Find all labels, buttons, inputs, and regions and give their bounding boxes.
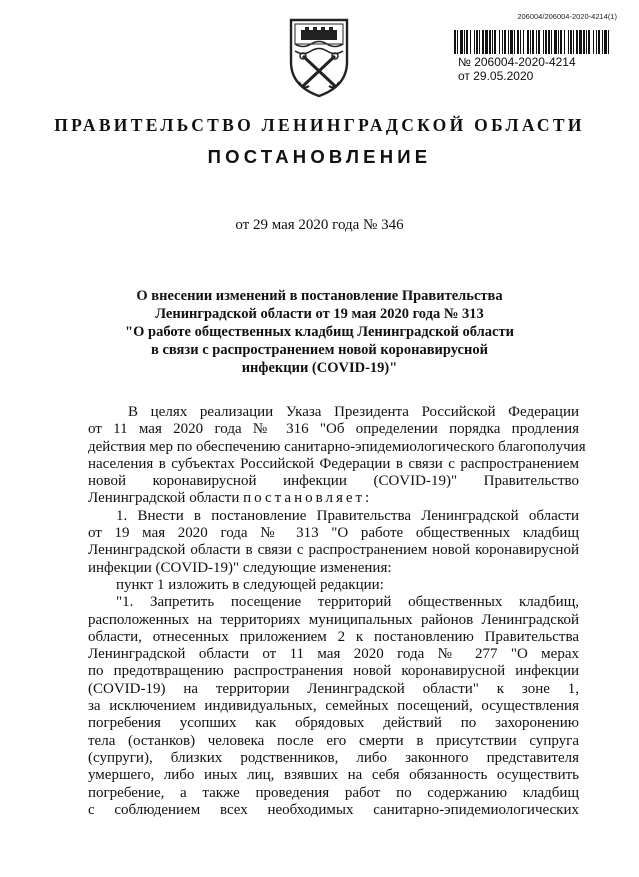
barcode-bar <box>596 30 597 54</box>
barcode-bar <box>460 30 463 54</box>
body-line: В целях реализации Указа Президента Российской Федерации <box>128 404 579 420</box>
barcode-bar <box>482 30 484 54</box>
body-line: погребение, а также проведения работ по содержанию кладбищ <box>88 784 579 801</box>
barcode-bar <box>558 30 559 54</box>
barcode-bar <box>593 30 594 54</box>
barcode-bar <box>583 30 585 54</box>
barcode-bar <box>464 30 465 54</box>
barcode-bar <box>570 30 572 54</box>
body-line-part: Ленинградской области <box>88 490 240 507</box>
barcode-bar <box>548 30 550 54</box>
body-line: инфекции (COVID-19)" следующие изменения: <box>88 559 392 576</box>
barcode-bar <box>510 30 513 54</box>
postanovlyaet-word: постановляет: <box>243 490 373 507</box>
title-line: О внесении изменений в постановление Правительства <box>136 288 503 304</box>
barcode-bar <box>608 30 609 54</box>
barcode-bar <box>579 30 582 54</box>
title-line: "О работе общественных кладбищ Ленинградской области <box>125 324 514 340</box>
body-line: от 11 мая 2020 года № 316 "Об определении порядка продления <box>88 421 579 438</box>
barcode-bar <box>564 30 565 54</box>
barcode-bar <box>454 30 456 54</box>
body-line: новой коронавирусной инфекции (COVID-19)" Правительство <box>88 473 579 490</box>
registration-date: от 29.05.2020 <box>458 69 534 83</box>
document-date-number: от 29 мая 2020 года № 346 <box>235 217 404 233</box>
barcode-bar <box>502 30 503 54</box>
barcode-bar <box>523 30 524 54</box>
barcode-bar <box>551 30 552 54</box>
barcode-bar <box>494 30 496 54</box>
body-line: тела (останков) человека после его смерти в присутствии супруга <box>88 732 579 749</box>
barcode-bar <box>474 30 475 54</box>
document-title <box>0 287 639 377</box>
body-line: с соблюдением всех необходимых санитарно-эпидемиологических <box>88 801 579 818</box>
body-line <box>88 490 579 507</box>
barcode-bar <box>504 30 506 54</box>
barcode-bar <box>554 30 557 54</box>
barcode-bar <box>517 30 519 54</box>
barcode-bar <box>532 30 534 54</box>
title-line: Ленинградской области от 19 мая 2020 года № 313 <box>155 306 484 322</box>
barcode-bar <box>604 30 607 54</box>
barcode-bar <box>543 30 544 54</box>
body-line: за исключением индивидуальных, семейных посещений, осуществления <box>88 698 579 715</box>
body-line: (супруги), близких родственников, либо законного представителя <box>88 749 579 766</box>
body-line: "1. Запретить посещение территорий общественных кладбищ, <box>116 594 579 611</box>
barcode-bar <box>545 30 547 54</box>
title-line: инфекции (COVID-19)" <box>241 360 398 376</box>
barcode-bar <box>586 30 587 54</box>
barcode-bar <box>457 30 458 54</box>
title-line: в связи с распространением новой коронавирусной <box>151 342 488 358</box>
barcode-bar <box>520 30 521 54</box>
body-line: от 19 мая 2020 года № 313 "О работе общественных кладбищ <box>88 525 579 542</box>
barcode-bar <box>508 30 509 54</box>
barcode-bar <box>602 30 603 54</box>
barcode-bar <box>485 30 488 54</box>
barcode-bar <box>588 30 590 54</box>
barcode-bar <box>492 30 493 54</box>
barcode-bar <box>538 30 540 54</box>
government-name: ПРАВИТЕЛЬСТВО ЛЕНИНГРАДСКОЙ ОБЛАСТИ <box>54 115 585 135</box>
body-line: действия мер по обеспечению санитарно-эпидемиологического благополучия <box>88 438 586 455</box>
barcode-bar <box>527 30 529 54</box>
barcode-bar <box>568 30 569 54</box>
body-line: 1. Внести в постановление Правительства Ленинградской области <box>116 507 579 524</box>
barcode-bar <box>470 30 471 54</box>
body-line: по предотвращению распространения новой коронавирусной инфекции <box>88 663 579 680</box>
body-line: Ленинградской области в связи с распространением новой коронавирусной <box>88 542 579 559</box>
registration-stamp <box>458 55 576 83</box>
barcode-bar <box>479 30 480 54</box>
barcode-bar <box>466 30 468 54</box>
barcode-bar <box>576 30 578 54</box>
barcode-bar <box>499 30 500 54</box>
barcode-bar <box>476 30 478 54</box>
body-line: населения в субъектах Российской Федерации в связи с распространением <box>88 455 579 472</box>
barcode-bar <box>573 30 574 54</box>
barcode-bar <box>598 30 600 54</box>
body-line: Ленинградской области от 11 мая 2020 года № 277 "О мерах <box>88 646 579 663</box>
tracking-code: 206004/206004-2020-4214(1) <box>517 12 617 21</box>
body-line: (COVID-19) на территории Ленинградской области" к зоне 1, <box>88 680 579 697</box>
barcode-bar <box>514 30 515 54</box>
body-line: погребения усопших как обрядовых действий по захоронению <box>88 715 579 732</box>
document-type: ПОСТАНОВЛЕНИЕ <box>207 146 432 167</box>
barcode <box>454 30 610 54</box>
barcode-bar <box>536 30 537 54</box>
barcode-bar <box>489 30 491 54</box>
body-line: расположенных на территориях муниципальных районов Ленинградской <box>88 611 579 628</box>
registration-number: № 206004-2020-4214 <box>458 55 576 69</box>
barcode-bar <box>530 30 531 54</box>
body-line: умершего, либо иных лиц, взявших на себя обязанность осуществить <box>88 767 579 784</box>
body-line: области, отнесенных приложением 2 к постановлению Правительства <box>88 628 579 645</box>
document-body <box>88 404 586 819</box>
coat-of-arms-icon <box>287 16 351 98</box>
body-line: пункт 1 изложить в следующей редакции: <box>116 576 384 593</box>
barcode-bar <box>560 30 562 54</box>
